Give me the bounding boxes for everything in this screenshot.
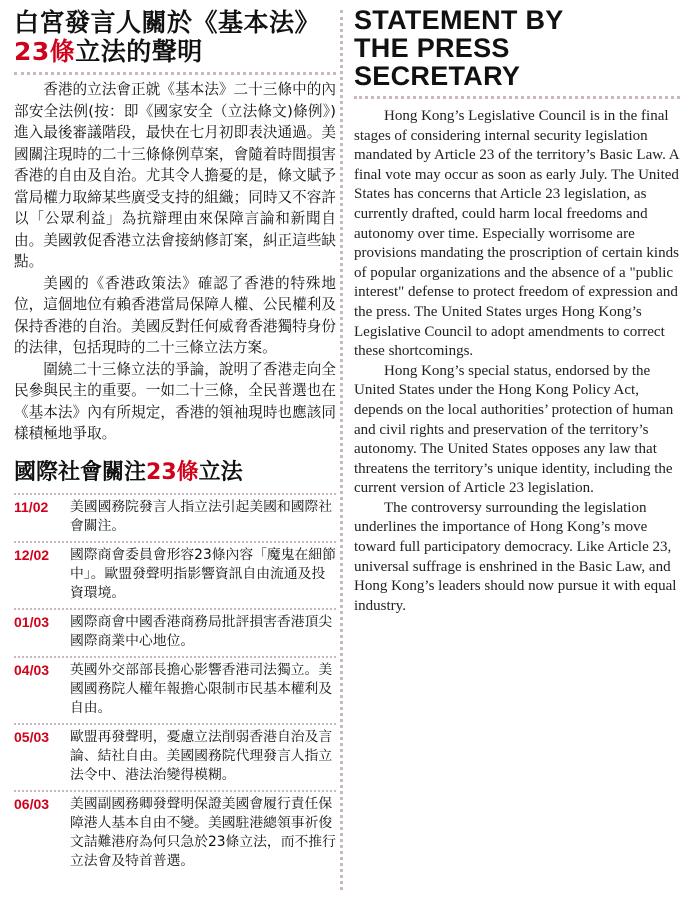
english-column	[354, 6, 680, 616]
timeline-row	[14, 656, 336, 723]
column-divider	[340, 10, 343, 890]
dotted-divider	[14, 72, 336, 75]
english-paragraph-3: The controversy surrounding the legislation underlines the importance of Hong Kong’s move toward full participatory democracy. Like Article 23, universal suffrage is enshrined in the Basic Law, and Hong Kong’s leaders should now pursue it with equal industry.	[354, 499, 677, 614]
timeline-row	[14, 493, 336, 541]
english-headline-line2: THE PRESS SECRETARY	[354, 33, 521, 91]
timeline-row	[14, 608, 336, 656]
timeline-text: 國際商會中國香港商務局批評損害香港頂尖國際商業中心地位。	[70, 613, 333, 649]
timeline-date: 06/03	[14, 795, 50, 812]
chinese-paragraph-2: 美國的《香港政策法》確認了香港的特殊地位，這個地位有賴香港當局保障人權、公民權利及保持香港的自治。美國反對任何威脅香港獨特身份的法律，包括現時的二十三條立法方案。	[14, 274, 336, 356]
chinese-headline-line2: 立法的聲明	[75, 37, 203, 66]
timeline-row	[14, 541, 336, 608]
chinese-subheading-highlight: 23條	[146, 459, 199, 485]
timeline-date: 05/03	[14, 728, 50, 745]
english-statement-body	[354, 107, 680, 616]
timeline-date: 12/02	[14, 546, 50, 563]
chinese-statement-body	[14, 79, 336, 445]
chinese-headline-line1: 白宮發言人關於《基本法》	[14, 8, 321, 37]
english-headline	[354, 6, 680, 90]
english-paragraph-2: Hong Kong’s special status, endorsed by the United States under the Hong Kong Policy Act, depends on the local authorities’ protection of human and civil rights and preservation of the territory’s autonomy. The United States opposes any law that threatens the territory’s unique identity, including the current version of Article 23 legislation.	[354, 362, 674, 497]
timeline-text: 英國外交部部長擔心影響香港司法獨立。美國國務院人權年報擔心限制市民基本權利及自由。	[70, 661, 333, 716]
chinese-paragraph-1: 香港的立法會正就《基本法》二十三條中的內部安全法例(按：即《國家安全（立法條文)條例》)進入最後審議階段，最快在七月初即表決通過。美國關注現時的二十三條條例草案，會隨着時間損害香港的自由及自治。尤其令人擔憂的是，條文賦予當局權力取締某些廣受支持的組織；同時又不容許以「公眾利益」為抗辯理由來保障言論和新聞自由。美國敦促香港立法會接納修訂案，糾正這些缺點。	[14, 81, 336, 270]
timeline-text: 歐盟再發聲明，憂慮立法削弱香港自治及言論、結社自由。美國國務院代理發言人指立法令中、港法治變得模糊。	[70, 728, 333, 783]
timeline-date: 04/03	[14, 661, 50, 678]
chinese-column	[14, 8, 336, 876]
timeline-text: 美國副國務卿發聲明保證美國會履行責任保障港人基本自由不變。美國駐港總領事祈俊文詰難港府為何只急於23條立法，而不推行立法會及特首普選。	[70, 795, 336, 869]
timeline-text: 國際商會委員會形容23條內容「魔鬼在細節中」。歐盟發聲明指影響資訊自由流通及投資環境。	[70, 546, 336, 601]
dotted-divider	[354, 96, 680, 99]
chinese-headline	[14, 8, 336, 66]
chinese-subheading	[14, 459, 336, 487]
timeline-row	[14, 723, 336, 790]
chinese-paragraph-3: 圍繞二十三條立法的爭論，說明了香港走向全民參與民主的重要。一如二十三條，全民普選也在《基本法》內有所規定，香港的領袖現時也應該同樣積極地爭取。	[14, 360, 336, 442]
timeline	[14, 493, 336, 876]
timeline-row	[14, 790, 336, 876]
chinese-subheading-pre: 國際社會關注	[14, 459, 147, 485]
timeline-date: 01/03	[14, 613, 50, 630]
timeline-date: 11/02	[14, 498, 49, 515]
chinese-headline-highlight: 23條	[14, 37, 76, 66]
chinese-subheading-post: 立法	[198, 459, 243, 485]
english-headline-line1: STATEMENT BY	[354, 5, 564, 35]
timeline-text: 美國國務院發言人指立法引起美國和國際社會關注。	[70, 498, 333, 534]
english-paragraph-1: Hong Kong’s Legislative Council is in the final stages of considering internal security legislation mandated by Article 23 of the territory’s Basic Law. A final vote may occur as soon as early July. The United States has concerns that Article 23 legislation, as currently drafted, could harm local freedoms and autonomy over time. Especially worrisome are provisions mandating the proscription of certain kinds of popular organizations and the absence of a "public interest" defense to protect freedom of expression and the press. The United States urges Hong Kong’s Legislative Council to adopt amendments to correct these shortcomings.	[354, 108, 679, 360]
